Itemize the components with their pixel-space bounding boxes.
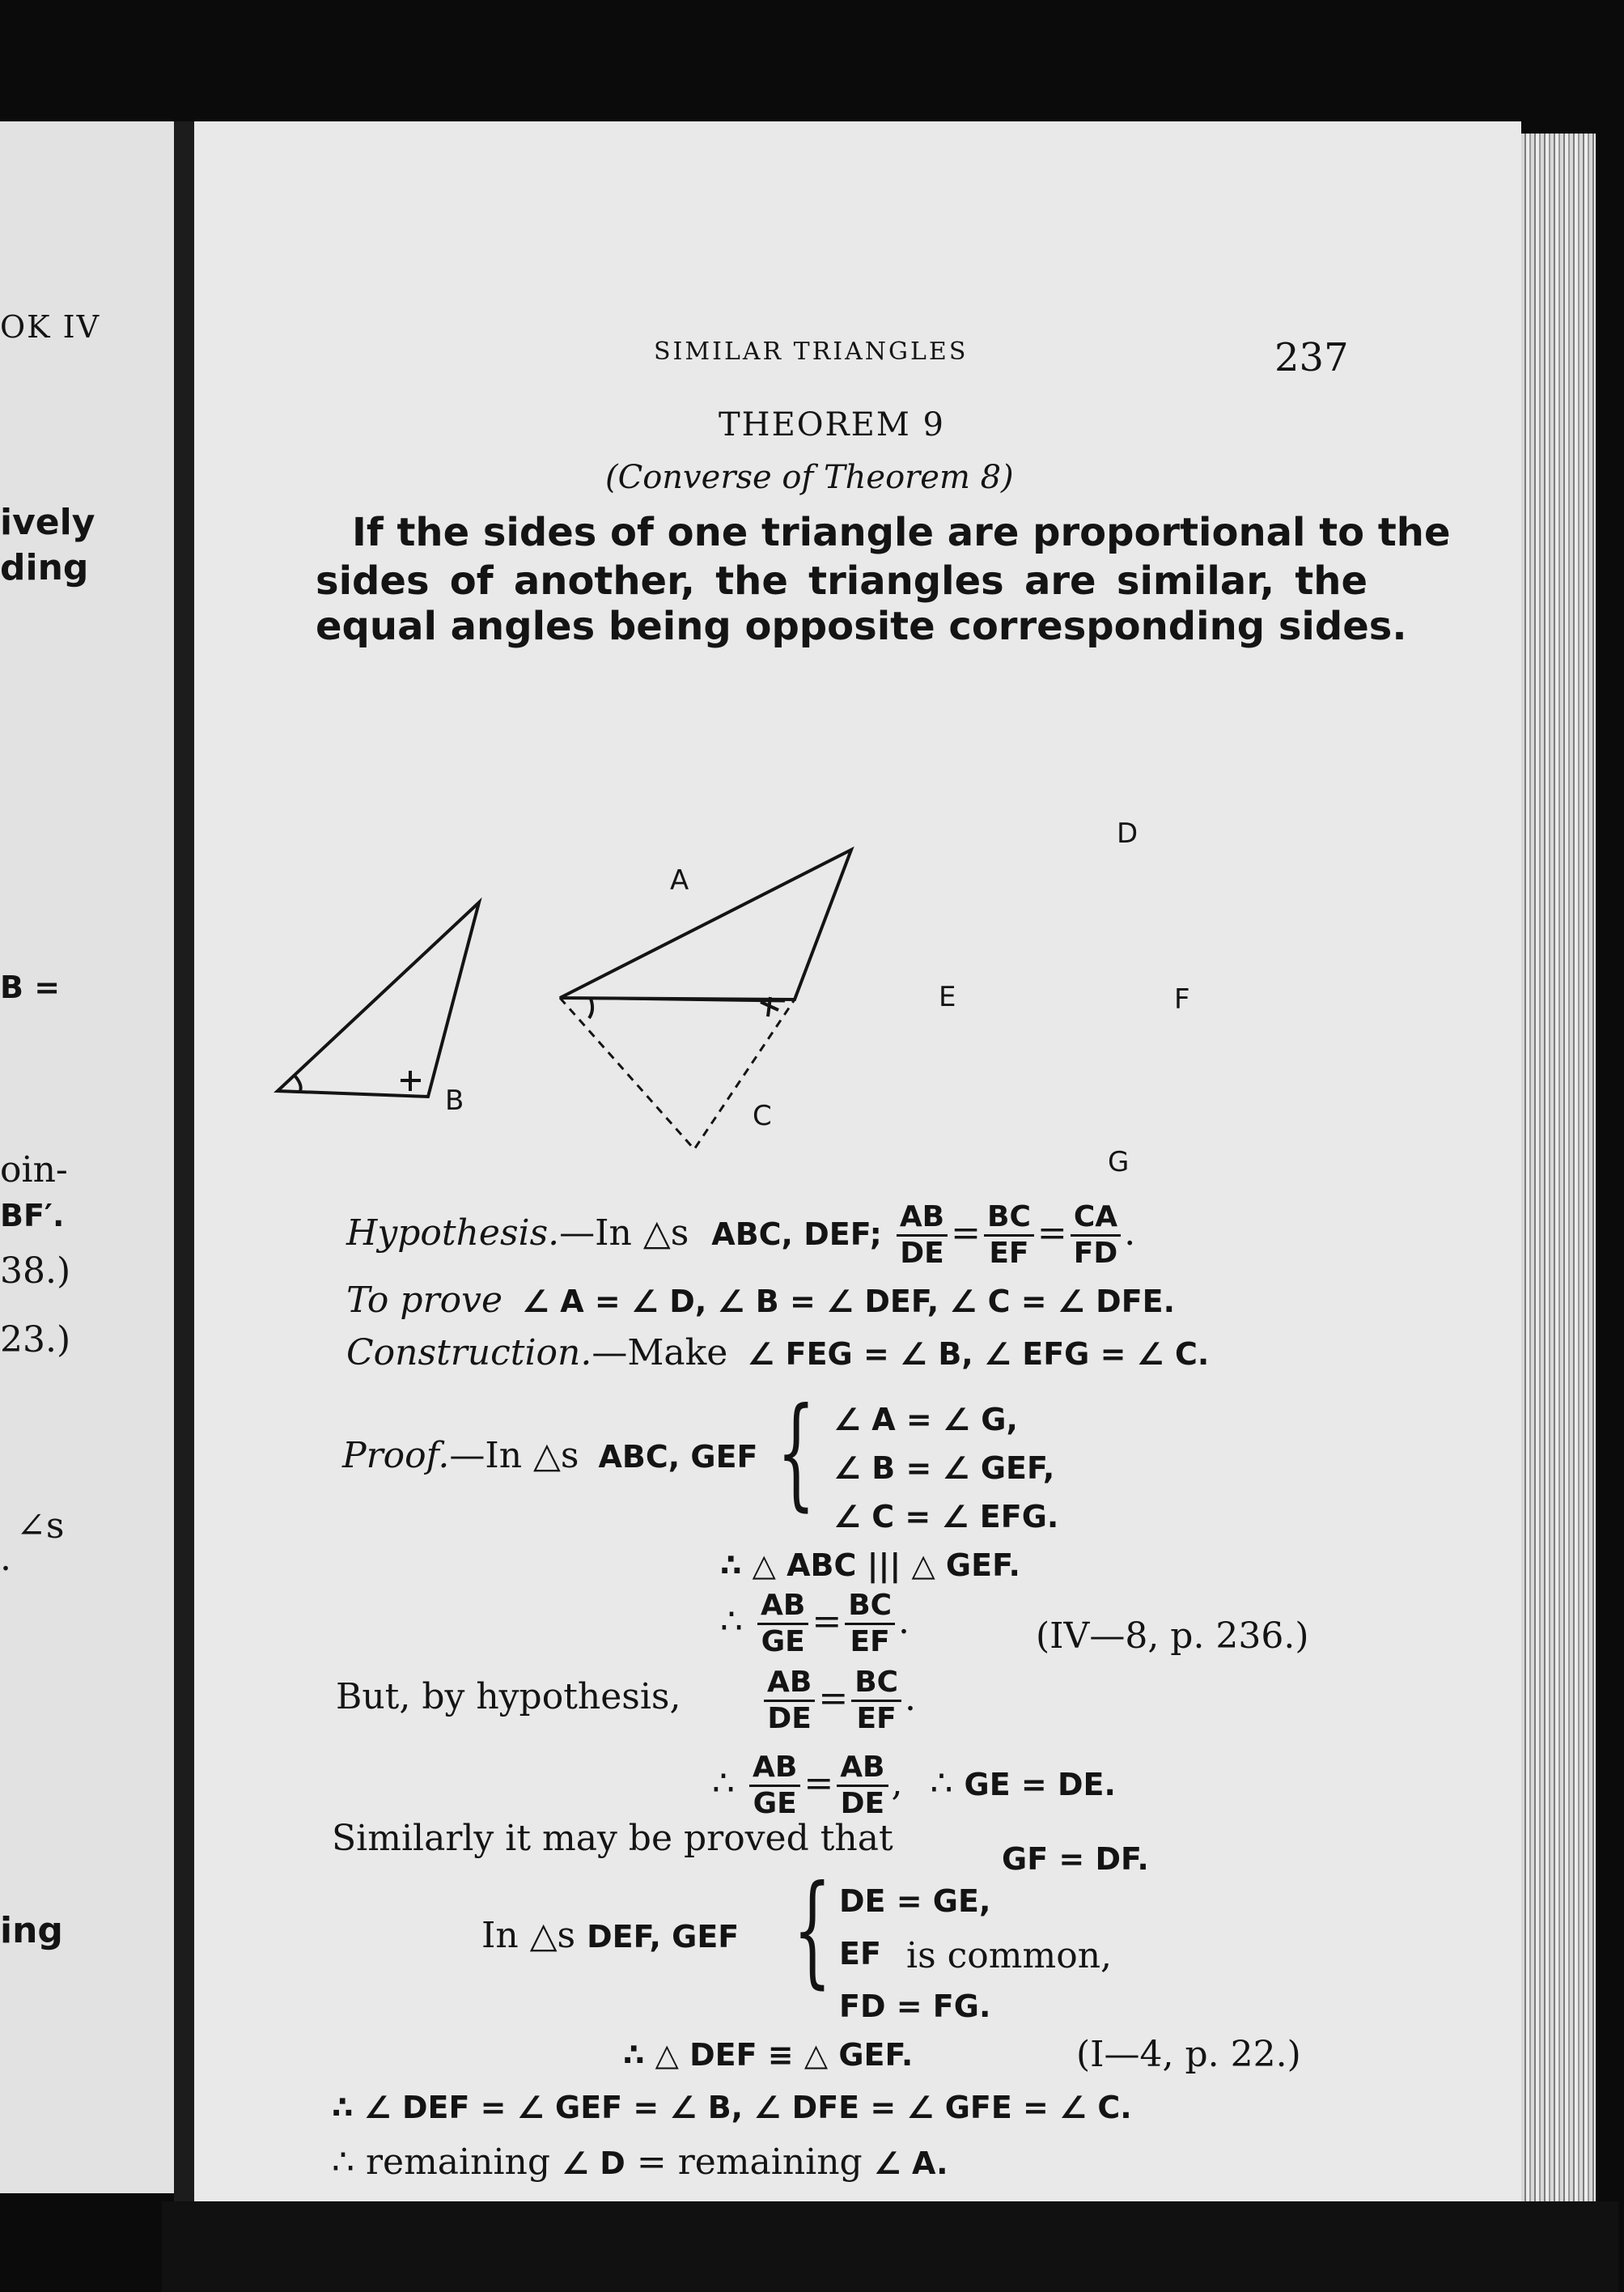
congruent-statement: ∴ △ DEF ≡ △ GEF. [623,2037,914,2073]
left-page-line: ively [0,502,95,543]
bottom-shadow [162,2201,1618,2292]
to-prove-text: ∠ A = ∠ D, ∠ B = ∠ DEF, ∠ C = ∠ DFE. [522,1284,1176,1319]
ratio-line-1: ∴ $\frac{AB}{GE}$ = $\frac{BC}{EF}$ . [720,1589,910,1658]
triangles-figure [194,672,1521,1222]
proof-triangles: ABC, GEF [598,1439,758,1475]
reference-i-4: (I—4, p. 22.) [1076,2034,1301,2075]
left-page-line: ding [0,547,89,588]
label-e: E [939,981,956,1013]
left-page-line: OK IV [0,309,101,345]
fraction: $\frac{BC}{EF}$ [851,1667,901,1734]
brace-line: ∠ C = ∠ EFG. [833,1499,1059,1534]
fraction: $\frac{AB}{DE}$ [897,1202,948,1269]
fraction: $\frac{CA}{FD}$ [1071,1202,1121,1269]
left-page-line: 23.) [0,1319,71,1360]
proof-text: —In △s [449,1435,579,1476]
hypothesis-line: Hypothesis.—In △s ABC, DEF; $\frac{AB}{DE}$ = $\frac{BC}{EF}$ = $\frac{CA}{FD}$ . [346,1200,1136,1270]
brace-line: ∠ B = ∠ GEF, [833,1450,1055,1486]
left-page-line: ∠s [16,1505,65,1547]
theorem-title: THEOREM 9 [719,406,945,444]
label-b: B [445,1084,464,1117]
running-title: SIMILAR TRIANGLES [654,337,969,366]
angle-mark-c [401,1071,421,1091]
page-number: 237 [1274,335,1349,380]
gf-equals-df: GF = DF. [1002,1841,1149,1877]
label-c: C [753,1100,772,1132]
fraction: $\frac{AB}{GE}$ [757,1590,808,1657]
ge-equals-de: GE = DE. [964,1766,1116,1802]
construction-line [346,1332,1210,1373]
theorem-statement-line: If the sides of one triangle are proportional to the [352,510,1451,555]
label-d: D [1117,817,1138,850]
brace-line: DE = GE, [839,1883,991,1919]
construction-text: ∠ FEG = ∠ B, ∠ EFG = ∠ C. [747,1336,1210,1372]
left-page-line: oin- [0,1149,68,1191]
fraction: $\frac{AB}{GE}$ [749,1752,800,1819]
left-page-line: 38.) [0,1250,71,1292]
right-page [194,121,1521,2209]
label-a: A [670,864,689,897]
ratio-line-2: $\frac{AB}{DE}$ = $\frac{BC}{EF}$ . [761,1667,916,1734]
to-prove-line [346,1280,1176,1321]
similar-statement: ∴ △ ABC ||| △ GEF. [720,1547,1020,1583]
theorem-subtitle: (Converse of Theorem 8) [605,459,1014,496]
proof-label: Proof. [342,1435,450,1476]
theorem-statement-line: equal angles being opposite corresponding sides. [316,604,1407,649]
label-f: F [1174,983,1190,1016]
fraction: $\frac{BC}{EF}$ [845,1590,895,1657]
left-page-line: . [0,1538,11,1579]
theorem-statement-line: sides of another, the triangles are similar, the [316,558,1367,604]
brace-line-text: is common, [906,1935,1113,1976]
construction-make: —Make [592,1332,728,1373]
left-page-line: ing [0,1910,63,1951]
hypothesis-text: —In △s [559,1212,689,1254]
hypothesis-triangles: ABC, DEF; [711,1216,882,1252]
brace-line: ∠ A = ∠ G, [833,1402,1018,1437]
brace: { [793,1860,832,2001]
brace: { [777,1382,816,1523]
hypothesis-label: Hypothesis. [346,1212,560,1254]
angle-mark-e [589,999,592,1018]
left-page-line: B = [0,970,61,1005]
triangle-abc [278,902,479,1097]
brace-line: EF [839,1936,881,1972]
left-page [0,121,174,2193]
fraction: $\frac{AB}{DE}$ [764,1667,815,1734]
similarly-text: Similarly it may be proved that [332,1818,893,1859]
fraction: $\frac{AB}{DE}$ [837,1752,888,1819]
brace-line: FD = FG. [839,1989,991,2024]
fraction: $\frac{BC}{EF}$ [984,1202,1034,1269]
remaining-line: ∴ remaining ∠ D = remaining ∠ A. [332,2141,948,2183]
label-g: G [1108,1146,1130,1178]
reference-iv-8: (IV—8, p. 236.) [1036,1615,1309,1657]
triangle-def [560,850,851,1000]
to-prove-label: To prove [346,1280,502,1321]
proof-line [342,1435,758,1476]
angles-statement: ∴ ∠ DEF = ∠ GEF = ∠ B, ∠ DFE = ∠ GFE = ∠ C. [332,2090,1132,2125]
in-def-line: In △s DEF, GEF [481,1915,740,1956]
ratio-line-3: ∴ $\frac{AB}{GE}$ = $\frac{AB}{DE}$ , ∴ GE = DE. [712,1751,1116,1820]
construction-label: Construction. [346,1332,592,1373]
but-hypothesis-text: But, by hypothesis, [336,1676,681,1717]
left-page-line: BF′. [0,1198,65,1233]
